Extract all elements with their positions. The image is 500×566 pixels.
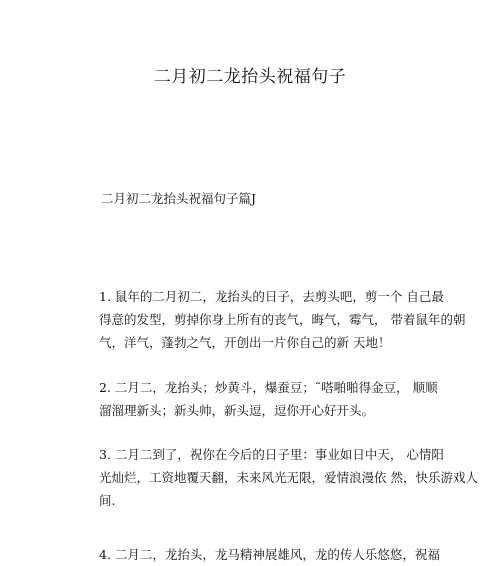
paragraph-2 [99,376,438,422]
paragraph-line: 4. 二月二，龙抬头，龙马精神展雄风，龙的传人乐悠悠，祝福 [99,547,440,562]
paragraph-3 [99,443,478,512]
paragraph-line: 2. 二月二，龙抬头；炒黄斗，爆蚕豆；˜嗒啪啪得金豆， 顺顺 [99,380,438,395]
paragraph-line: 气，洋气，蓬勃之气，开创出一片你自己的新 天地！ [99,335,391,350]
paragraph-line: 溜溜理新头；新头帅，新头逗，逗你开心好开头。 [99,403,375,418]
document-title: 二月初二龙抬头祝福句子 [153,67,347,87]
paragraph-line: 3. 二月二到了，祝你在今后的日子里：事业如日中天， 心情阳 [99,447,444,462]
paragraph-line: 间. [99,493,116,508]
paragraph-line: 得意的发型，剪掉你身上所有的丧气，晦气，霉气， 带着鼠年的朝 [99,312,466,327]
document-subtitle: 二月初二龙抬头祝福句子篇J [101,191,257,206]
paragraph-line: 光灿烂，工资地覆天翻，未来风光无限，爱情浪漫依 然，快乐游戏人 [99,470,478,485]
paragraph-1 [99,285,466,354]
paragraph-line: 1. 鼠年的二月初二，龙抬头的日子，去剪头吧，剪一个 自己最 [99,289,444,304]
paragraph-4 [99,543,440,566]
